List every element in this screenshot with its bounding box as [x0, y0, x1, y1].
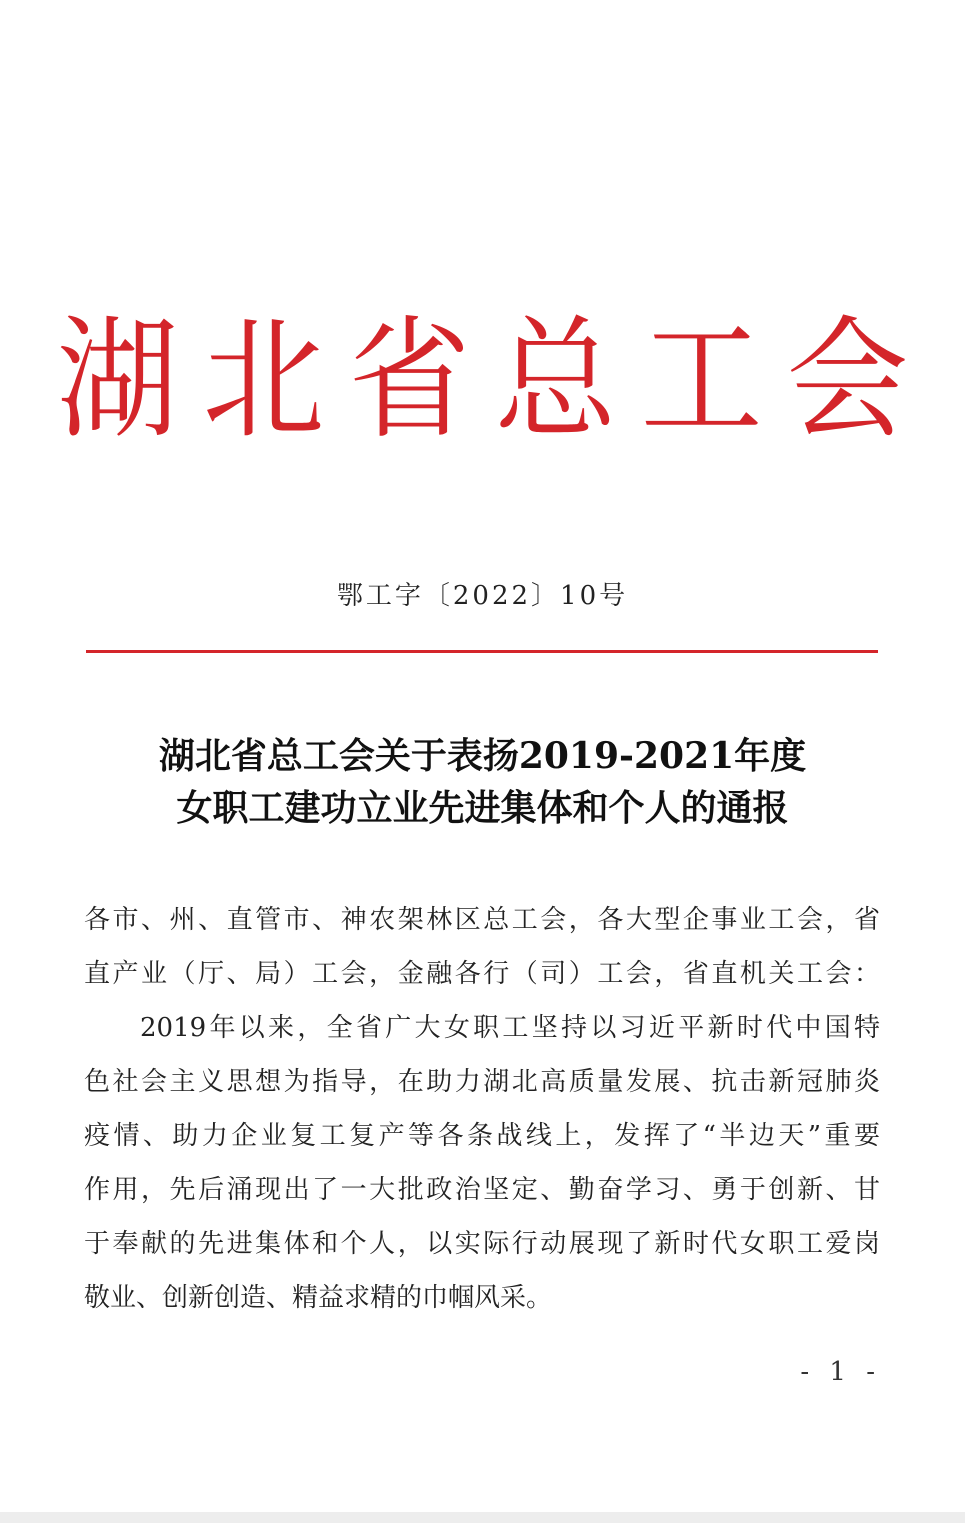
body-line: 疫情、助力企业复工复产等各条战线上，发挥了“半边天”重要	[84, 1121, 880, 1151]
body-line: 作用，先后涌现出了一大批政治坚定、勤奋学习、勇于创新、甘	[84, 1175, 880, 1205]
org-name-header: 湖北省总工会	[56, 303, 933, 457]
red-divider-line	[86, 650, 878, 653]
body-line: 2019年以来，全省广大女职工坚持以习近平新时代中国特	[140, 1013, 880, 1043]
body-line: 直产业（厅、局）工会，金融各行（司）工会，省直机关工会：	[84, 959, 880, 989]
page-number: - 1 -	[800, 1357, 881, 1387]
body-line: 敬业、创新创造、精益求精的巾帼风采。	[84, 1283, 553, 1313]
document-title	[0, 730, 965, 834]
body-line: 各市、州、直管市、神农架林区总工会，各大型企事业工会，省	[84, 905, 880, 935]
body-line: 于奉献的先进集体和个人，以实际行动展现了新时代女职工爱岗	[84, 1229, 880, 1259]
title-line-2: 女职工建功立业先进集体和个人的通报	[176, 787, 789, 829]
title-line-1: 湖北省总工会关于表扬2019-2021年度	[158, 735, 807, 777]
bottom-strip	[0, 1512, 965, 1523]
document-number: 鄂工字〔2022〕10号	[336, 581, 629, 611]
document-body	[84, 893, 880, 1325]
body-line: 色社会主义思想为指导，在助力湖北高质量发展、抗击新冠肺炎	[84, 1067, 880, 1097]
